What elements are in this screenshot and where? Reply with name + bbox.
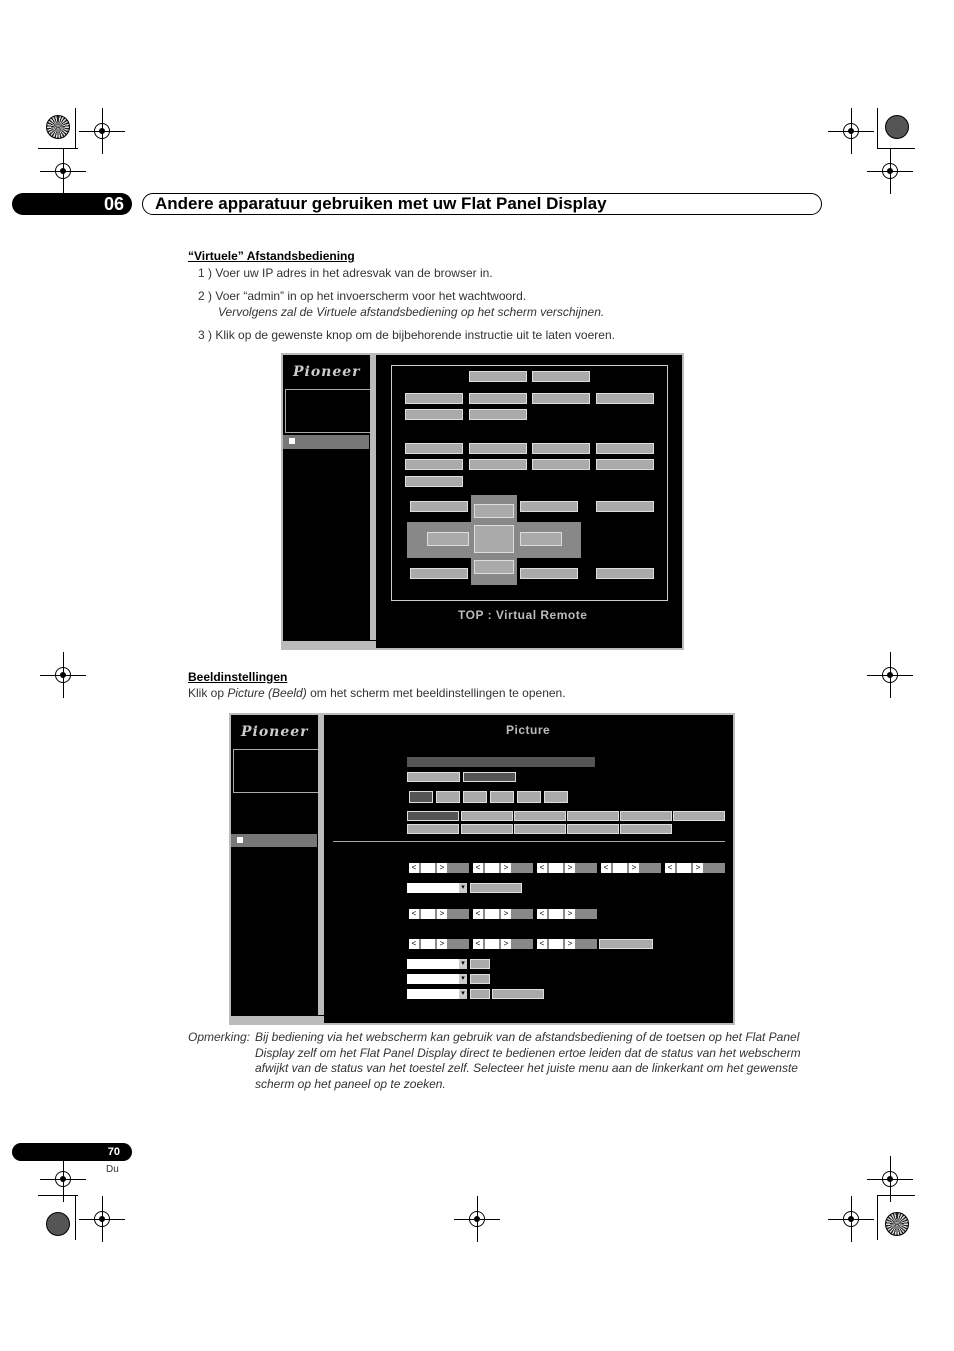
dropdown[interactable]: ▾ xyxy=(407,883,467,893)
scrollbar[interactable] xyxy=(318,715,324,1015)
option-button[interactable] xyxy=(470,959,490,969)
crosshair-icon xyxy=(462,1204,492,1234)
preset-button[interactable] xyxy=(544,791,568,803)
option-button[interactable] xyxy=(514,824,566,834)
dpad-right-button[interactable] xyxy=(520,532,562,546)
note-text: Bij bediening via het webscherm kan gebruik van de afstandsbediening of de toetsen op het Flat Panel Display zelf om het Flat Panel Display direct te bedienen ertoe leiden dat de status van het webscherm afwijkt van de status van het toestel zelf. Selecteer het juiste menu aan de linkerkant om het gewenste scherm op het paneel op te zoeken. xyxy=(255,1030,801,1091)
color-target-icon xyxy=(46,115,70,139)
option-button[interactable] xyxy=(673,811,725,821)
picture-settings-screenshot xyxy=(229,713,735,1025)
crosshair-icon xyxy=(875,156,905,186)
dropdown[interactable]: ▾ xyxy=(407,989,467,999)
picture-instruction: Klik op Picture (Beeld) om het scherm met beeldinstellingen te openen. xyxy=(188,686,566,700)
sidebar-box xyxy=(233,749,319,793)
value-stepper[interactable]: < > xyxy=(473,863,533,873)
value-stepper[interactable]: < > xyxy=(473,909,533,919)
sidebar-item[interactable] xyxy=(283,435,369,449)
option-button[interactable] xyxy=(407,824,459,834)
sidebar xyxy=(283,355,373,648)
remote-button[interactable] xyxy=(532,393,590,404)
preset-button[interactable] xyxy=(517,791,541,803)
value-stepper[interactable]: < > xyxy=(537,939,597,949)
section-heading-virtual-remote: “Virtuele” Afstandsbediening xyxy=(188,249,355,263)
remote-button[interactable] xyxy=(410,568,468,579)
horizontal-scrollbar[interactable] xyxy=(231,1016,324,1023)
crosshair-icon xyxy=(875,1164,905,1194)
step-number: 3 ) xyxy=(198,328,213,342)
remote-button[interactable] xyxy=(596,568,654,579)
crosshair-icon xyxy=(87,116,117,146)
step-number: 1 ) xyxy=(198,266,213,280)
step-1 xyxy=(198,266,493,280)
remote-button[interactable] xyxy=(532,443,590,454)
remote-button[interactable] xyxy=(596,443,654,454)
pioneer-logo: Pioneer xyxy=(241,724,309,740)
virtual-remote-screenshot xyxy=(281,353,684,650)
preset-button[interactable] xyxy=(490,791,514,803)
value-stepper[interactable]: < > xyxy=(665,863,725,873)
section-heading-picture-settings: Beeldinstellingen xyxy=(188,670,288,684)
remote-button[interactable] xyxy=(405,409,463,420)
pioneer-logo: Pioneer xyxy=(293,364,361,380)
color-target-icon xyxy=(885,115,909,139)
crosshair-icon xyxy=(836,1204,866,1234)
remote-button[interactable] xyxy=(469,393,527,404)
value-stepper[interactable]: < > xyxy=(409,939,469,949)
remote-button[interactable] xyxy=(405,443,463,454)
sidebar-box xyxy=(285,389,371,433)
remote-button[interactable] xyxy=(532,371,590,382)
crosshair-icon xyxy=(48,1164,78,1194)
remote-button[interactable] xyxy=(469,409,527,420)
preset-button[interactable] xyxy=(436,791,460,803)
remote-button[interactable] xyxy=(520,501,578,512)
option-button[interactable] xyxy=(567,811,619,821)
color-target-icon xyxy=(885,1212,909,1236)
step-2-note: Vervolgens zal de Virtuele afstandsbediening op het scherm verschijnen. xyxy=(218,305,605,319)
remote-button[interactable] xyxy=(410,501,468,512)
option-button[interactable] xyxy=(620,824,672,834)
color-target-icon xyxy=(46,1212,70,1236)
remote-button[interactable] xyxy=(405,476,463,487)
remote-button[interactable] xyxy=(520,568,578,579)
mode-button[interactable] xyxy=(463,772,516,782)
remote-button[interactable] xyxy=(596,393,654,404)
step-2 xyxy=(198,289,526,303)
chapter-title: Andere apparatuur gebruiken met uw Flat Panel Display xyxy=(142,193,822,215)
crosshair-icon xyxy=(48,660,78,690)
value-stepper[interactable]: < > xyxy=(537,863,597,873)
remote-button[interactable] xyxy=(469,371,527,382)
dpad-left-button[interactable] xyxy=(427,532,469,546)
option-button[interactable] xyxy=(514,811,566,821)
crosshair-icon xyxy=(875,660,905,690)
value-stepper[interactable]: < > xyxy=(601,863,661,873)
remote-button[interactable] xyxy=(405,393,463,404)
dpad-center-button[interactable] xyxy=(474,525,514,553)
dropdown[interactable]: ▾ xyxy=(407,974,467,984)
value-stepper[interactable]: < > xyxy=(537,909,597,919)
crosshair-icon xyxy=(48,156,78,186)
dpad-up-button[interactable] xyxy=(474,504,514,518)
divider xyxy=(333,841,725,842)
crosshair-icon xyxy=(87,1204,117,1234)
option-button[interactable] xyxy=(470,989,490,999)
remote-button[interactable] xyxy=(532,459,590,470)
note-label: Opmerking: xyxy=(188,1030,251,1044)
value-stepper[interactable]: < > xyxy=(409,863,469,873)
mode-button[interactable] xyxy=(407,772,460,782)
step-text: Voer “admin” in op het invoerscherm voor het wachtwoord. xyxy=(215,289,527,303)
option-button[interactable] xyxy=(492,989,544,999)
value-stepper[interactable]: < > xyxy=(409,909,469,919)
dpad-down-button[interactable] xyxy=(474,560,514,574)
option-button[interactable] xyxy=(567,824,619,834)
value-stepper[interactable]: < > xyxy=(473,939,533,949)
picture-title: Picture xyxy=(506,723,551,737)
remote-button[interactable] xyxy=(469,443,527,454)
step-3 xyxy=(198,328,615,342)
sidebar xyxy=(231,715,321,1023)
scrollbar[interactable] xyxy=(370,355,376,640)
crosshair-icon xyxy=(836,116,866,146)
step-text: Klik op de gewenste knop om de bijbehorende instructie uit te laten voeren. xyxy=(215,328,615,342)
option-button[interactable] xyxy=(461,811,513,821)
horizontal-scrollbar[interactable] xyxy=(283,641,376,648)
preset-button[interactable] xyxy=(409,791,433,803)
remote-button[interactable] xyxy=(469,459,527,470)
step-text: Voer uw IP adres in het adresvak van de browser in. xyxy=(215,266,493,280)
remote-caption: TOP : Virtual Remote xyxy=(458,608,588,622)
option-button[interactable] xyxy=(470,974,490,984)
option-button[interactable] xyxy=(599,939,653,949)
language-code: Du xyxy=(106,1164,119,1175)
option-button[interactable] xyxy=(461,824,513,834)
dropdown[interactable]: ▾ xyxy=(407,959,467,969)
preset-button[interactable] xyxy=(463,791,487,803)
sidebar-item[interactable] xyxy=(231,834,317,847)
remote-button[interactable] xyxy=(405,459,463,470)
page-number: 70 xyxy=(12,1143,132,1161)
option-button[interactable] xyxy=(620,811,672,821)
option-button[interactable] xyxy=(407,811,459,821)
chapter-number: 06 xyxy=(12,193,132,215)
option-button[interactable] xyxy=(470,883,522,893)
status-bar xyxy=(407,757,595,767)
remote-button[interactable] xyxy=(596,459,654,470)
remote-button[interactable] xyxy=(596,501,654,512)
step-number: 2 ) xyxy=(198,289,213,303)
